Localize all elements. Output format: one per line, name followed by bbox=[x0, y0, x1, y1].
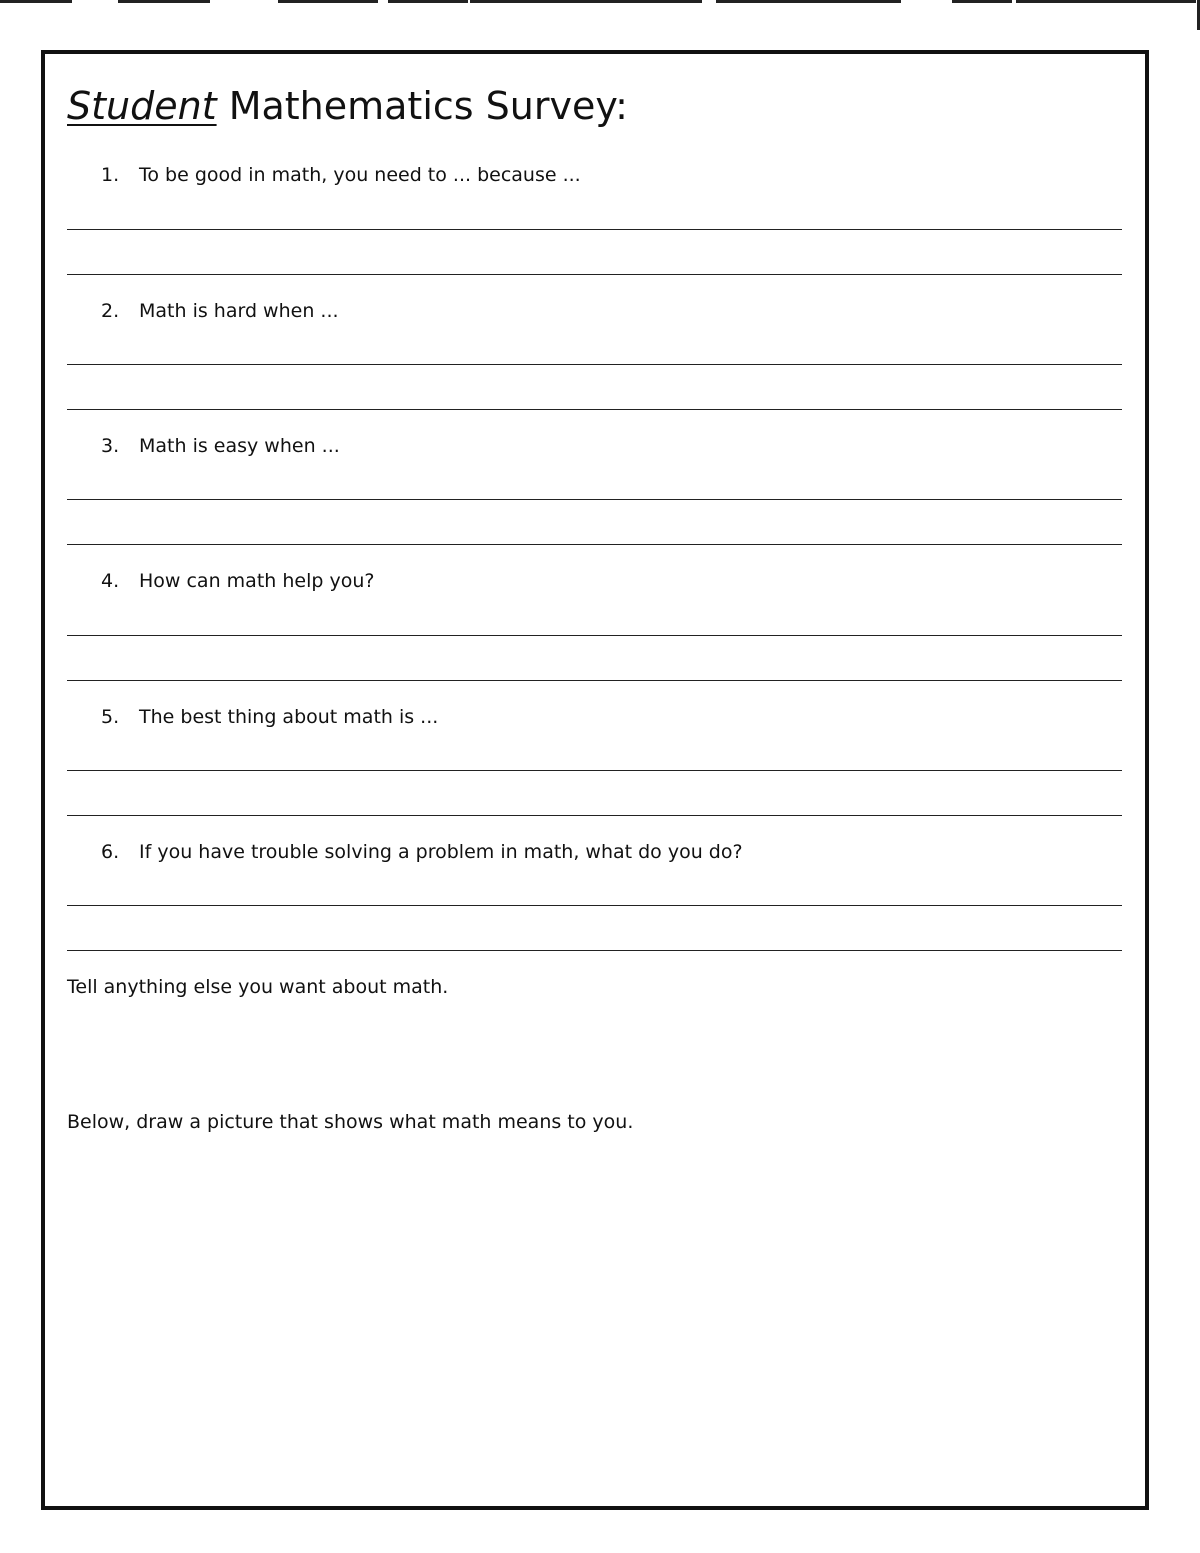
page-title bbox=[67, 84, 628, 128]
question-5 bbox=[101, 706, 438, 728]
answer-line[interactable] bbox=[67, 409, 1122, 410]
scan-mark bbox=[118, 0, 210, 3]
drawing-prompt: Below, draw a picture that shows what math means to you. bbox=[67, 1111, 634, 1133]
answer-line[interactable] bbox=[67, 364, 1122, 365]
answer-line[interactable] bbox=[67, 499, 1122, 500]
scan-mark bbox=[278, 0, 378, 3]
question-3 bbox=[101, 435, 340, 457]
scan-mark bbox=[0, 0, 72, 3]
scan-mark bbox=[952, 0, 1012, 3]
question-text: To be good in math, you need to ... because ... bbox=[139, 164, 581, 186]
question-2 bbox=[101, 300, 339, 322]
question-text: The best thing about math is ... bbox=[139, 706, 439, 728]
scan-mark bbox=[716, 0, 901, 3]
title-rest: Mathematics Survey: bbox=[228, 84, 628, 128]
question-number: 6. bbox=[101, 841, 120, 863]
answer-line[interactable] bbox=[67, 905, 1122, 906]
question-text: How can math help you? bbox=[139, 570, 375, 592]
survey-sheet bbox=[41, 50, 1149, 1510]
answer-line[interactable] bbox=[67, 274, 1122, 275]
question-number: 1. bbox=[101, 164, 120, 186]
question-text: Math is easy when ... bbox=[139, 435, 340, 457]
answer-line[interactable] bbox=[67, 544, 1122, 545]
question-number: 3. bbox=[101, 435, 120, 457]
question-text: Math is hard when ... bbox=[139, 300, 339, 322]
scan-mark bbox=[470, 0, 702, 3]
answer-line[interactable] bbox=[67, 229, 1122, 230]
answer-line[interactable] bbox=[67, 770, 1122, 771]
answer-line[interactable] bbox=[67, 680, 1122, 681]
answer-line[interactable] bbox=[67, 950, 1122, 951]
answer-line[interactable] bbox=[67, 635, 1122, 636]
question-1 bbox=[101, 164, 581, 186]
answer-line[interactable] bbox=[67, 815, 1122, 816]
title-emphasis: Student bbox=[67, 84, 217, 128]
scan-mark bbox=[1016, 0, 1196, 3]
question-6 bbox=[101, 841, 743, 863]
question-number: 4. bbox=[101, 570, 120, 592]
scan-mark bbox=[388, 0, 468, 3]
question-text: If you have trouble solving a problem in math, what do you do? bbox=[139, 841, 743, 863]
question-4 bbox=[101, 570, 374, 592]
free-response-prompt: Tell anything else you want about math. bbox=[67, 976, 449, 998]
scan-artifact-top bbox=[0, 0, 1200, 6]
question-number: 5. bbox=[101, 706, 120, 728]
question-number: 2. bbox=[101, 300, 120, 322]
